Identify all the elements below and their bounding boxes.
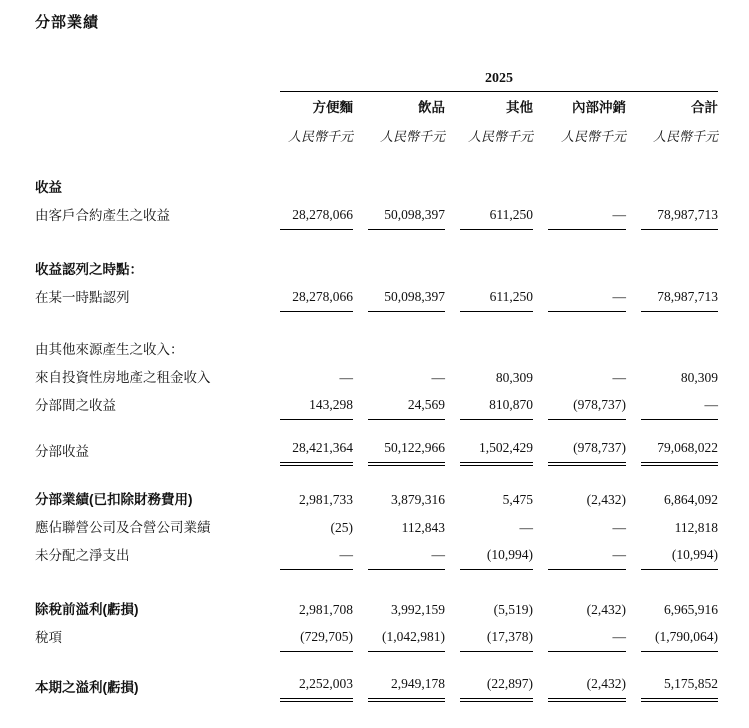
row-label: 由客戶合約產生之收益 (35, 208, 170, 223)
row-label: 由其他來源產生之收入： (35, 342, 184, 357)
amount-cell: 611,250 (460, 288, 533, 312)
amount-cell: — (280, 546, 353, 570)
row-label: 未分配之淨支出 (35, 548, 130, 563)
table-row-revenue-section (35, 174, 718, 202)
row-label: 分部間之收益 (35, 398, 116, 413)
row-label: 稅項 (35, 630, 62, 645)
amount-cell: 80,309 (680, 370, 718, 385)
table-row-inter-segment-revenue (35, 392, 718, 420)
amount-cell: (5,519) (493, 602, 533, 617)
amount-cell: (2,432) (586, 492, 626, 507)
amount-cell: 24,569 (368, 396, 445, 420)
table-row-share-of-associates-jv (35, 514, 718, 542)
amount-cell: 1,502,429 (460, 439, 533, 466)
table-row-taxation (35, 624, 718, 652)
amount-cell: — (548, 206, 626, 230)
amount-cell: — (548, 628, 626, 652)
unit-label: 人民幣千元 (379, 129, 445, 144)
table-row-point-in-time (35, 284, 718, 312)
amount-cell: 5,175,852 (641, 675, 718, 702)
amount-cell: 810,870 (460, 396, 533, 420)
amount-cell: 50,098,397 (368, 288, 445, 312)
amount-cell: 112,843 (401, 520, 445, 535)
amount-cell: (10,994) (641, 546, 718, 570)
row-label: 分部收益 (35, 444, 89, 459)
amount-cell: 80,309 (495, 370, 533, 385)
amount-cell: — (431, 370, 445, 385)
amount-cell: 6,864,092 (664, 492, 718, 507)
amount-cell: 2,949,178 (368, 675, 445, 702)
row-label: 收益 (35, 180, 62, 195)
table-row-rental-income (35, 364, 718, 392)
amount-cell: 6,965,916 (664, 602, 718, 617)
amount-cell: 2,981,733 (299, 492, 353, 507)
page-title: 分部業績 (35, 14, 100, 31)
spacer-cell (35, 70, 265, 92)
amount-cell: (2,432) (586, 602, 626, 617)
amount-cell: — (368, 546, 445, 570)
amount-cell: 5,475 (502, 492, 533, 507)
column-header-instant-noodles: 方便麵 (312, 100, 353, 115)
amount-cell: 3,879,316 (391, 492, 445, 507)
amount-cell: 2,981,708 (299, 602, 353, 617)
amount-cell: 28,278,066 (280, 206, 353, 230)
table-row-segment-results (35, 486, 718, 514)
amount-cell: 2,252,003 (280, 675, 353, 702)
row-label: 除稅前溢利(虧損) (35, 602, 139, 617)
amount-cell: (1,790,064) (641, 628, 718, 652)
amount-cell: (17,378) (460, 628, 533, 652)
amount-cell: — (548, 546, 626, 570)
amount-cell: (25) (330, 520, 353, 535)
amount-cell: 28,278,066 (280, 288, 353, 312)
amount-cell: (2,432) (548, 675, 626, 702)
year-label: 2025 (280, 70, 718, 92)
amount-cell: 78,987,713 (641, 206, 718, 230)
year-header-row (35, 70, 718, 92)
amount-cell: — (548, 288, 626, 312)
amount-cell: (10,994) (460, 546, 533, 570)
amount-cell: 50,098,397 (368, 206, 445, 230)
amount-cell: (978,737) (548, 396, 626, 420)
amount-cell: — (519, 520, 533, 535)
unit-label: 人民幣千元 (560, 129, 626, 144)
amount-cell: 611,250 (460, 206, 533, 230)
column-header-elimination: 內部沖銷 (572, 100, 626, 115)
amount-cell: — (612, 370, 626, 385)
table-row-profit-before-tax (35, 596, 718, 624)
row-label: 在某一時點認列 (35, 290, 130, 305)
unit-label: 人民幣千元 (652, 129, 718, 144)
amount-cell: (1,042,981) (368, 628, 445, 652)
amount-cell: 50,122,966 (368, 439, 445, 466)
table-row-unallocated-net-expenses (35, 542, 718, 570)
table-row-revenue-from-contracts (35, 202, 718, 230)
column-header-others: 其他 (506, 100, 533, 115)
column-header-row (35, 92, 718, 120)
table-row-profit-for-period (35, 674, 718, 702)
unit-label: 人民幣千元 (467, 129, 533, 144)
amount-cell: — (339, 370, 353, 385)
table-row-segment-revenue-total (35, 438, 718, 466)
amount-cell: 79,068,022 (641, 439, 718, 466)
amount-cell: (978,737) (548, 439, 626, 466)
amount-cell: 112,818 (674, 520, 718, 535)
amount-cell: 78,987,713 (641, 288, 718, 312)
row-label: 分部業績(已扣除財務費用) (35, 492, 193, 507)
amount-cell: (22,897) (460, 675, 533, 702)
row-label: 應佔聯營公司及合營公司業績 (35, 520, 211, 535)
amount-cell: — (641, 396, 718, 420)
row-label: 本期之溢利(虧損) (35, 680, 139, 695)
row-label: 來自投資性房地產之租金收入 (35, 370, 211, 385)
amount-cell: 3,992,159 (391, 602, 445, 617)
unit-label: 人民幣千元 (287, 129, 353, 144)
column-header-beverages: 飲品 (418, 100, 445, 115)
amount-cell: 143,298 (280, 396, 353, 420)
amount-cell: (729,705) (280, 628, 353, 652)
table-row-timing-section (35, 256, 718, 284)
column-header-total: 合計 (691, 100, 718, 115)
unit-row (35, 120, 718, 148)
table-row-other-sources-section (35, 336, 718, 364)
amount-cell: — (612, 520, 626, 535)
amount-cell: 28,421,364 (280, 439, 353, 466)
row-label: 收益認列之時點： (35, 262, 143, 277)
